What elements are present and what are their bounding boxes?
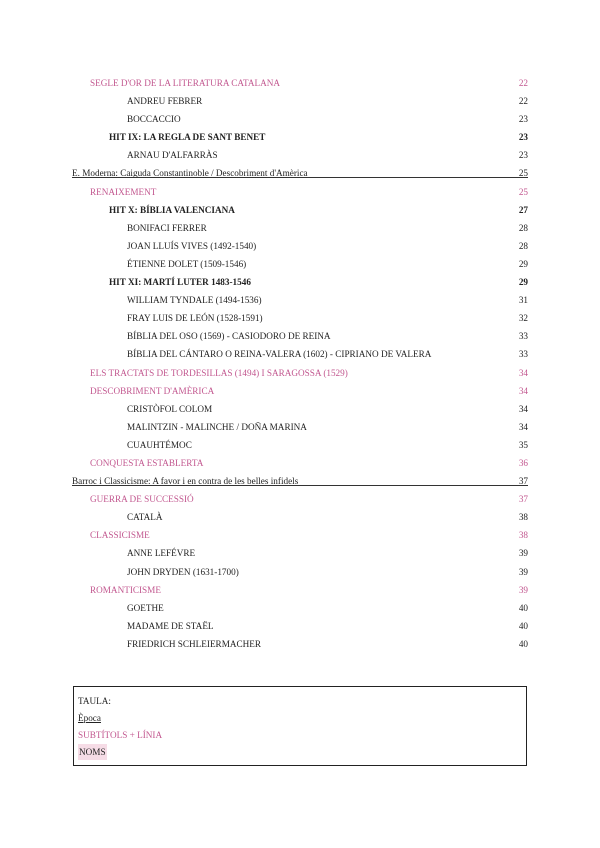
- toc-entry-label: HIT IX: LA REGLA DE SANT BENET: [109, 132, 266, 143]
- legend-epoch: Època: [78, 713, 101, 723]
- toc-entry-page: 39: [518, 548, 528, 559]
- toc-entry-page: 39: [518, 566, 528, 577]
- toc-subtitle-row[interactable]: [72, 382, 528, 400]
- toc-name-row[interactable]: [72, 309, 528, 327]
- toc-subtitle-row[interactable]: [72, 454, 528, 472]
- toc-entry-label: Barroc i Classicisme: A favor i en contra de les belles infidels: [72, 476, 299, 487]
- toc-entry-page: 32: [518, 313, 528, 324]
- toc-hit-row[interactable]: [72, 273, 528, 291]
- toc-name-row[interactable]: [72, 291, 528, 309]
- toc-name-row[interactable]: [72, 146, 528, 164]
- toc-hit-row[interactable]: [72, 128, 528, 146]
- toc-entry-page: 39: [518, 584, 528, 595]
- toc-entry-page: 37: [518, 476, 528, 487]
- toc-entry-page: 40: [518, 620, 528, 631]
- toc-entry-label: ARNAU D'ALFARRÀS: [127, 150, 218, 161]
- toc-entry-label: ELS TRACTATS DE TORDESILLAS (1494) I SARAGOSSA (1529): [90, 367, 348, 378]
- toc-entry-label: FRAY LUIS DE LEÓN (1528-1591): [127, 313, 263, 324]
- toc-subtitle-row[interactable]: [72, 74, 528, 92]
- toc-name-row[interactable]: [72, 400, 528, 418]
- toc-name-row[interactable]: [72, 617, 528, 635]
- toc-entry-page: 35: [518, 439, 528, 450]
- toc-entry-label: HIT X: BÍBLIA VALENCIANA: [109, 204, 235, 215]
- toc-entry-page: 36: [518, 457, 528, 468]
- toc-entry-page: 23: [518, 132, 528, 143]
- toc-entry-page: 40: [518, 602, 528, 613]
- toc-name-row[interactable]: [72, 436, 528, 454]
- toc-entry-page: 34: [518, 403, 528, 414]
- legend-subtitles: SUBTÍTOLS + LÍNIA: [78, 730, 163, 740]
- toc-epoch-row[interactable]: [72, 164, 528, 182]
- toc-entry-page: 38: [518, 512, 528, 523]
- toc-entry-label: E. Moderna: Caiguda Constantinoble / Descobriment d'Amèrica: [72, 168, 308, 179]
- toc-entry-page: 27: [518, 204, 528, 215]
- table-of-contents: [72, 74, 528, 653]
- toc-subtitle-row[interactable]: [72, 364, 528, 382]
- toc-entry-label: MADAME DE STAËL: [127, 620, 214, 631]
- toc-entry-label: BÍBLIA DEL OSO (1569) - CASIODORO DE REINA: [127, 331, 331, 342]
- toc-entry-label: MALINTZIN - MALINCHE / DOÑA MARINA: [127, 421, 307, 432]
- toc-entry-label: GUERRA DE SUCCESSIÓ: [90, 494, 194, 505]
- toc-entry-label: CUAUHTÉMOC: [127, 439, 192, 450]
- legend-names: NOMS: [78, 744, 107, 760]
- toc-entry-label: ANDREU FEBRER: [127, 96, 203, 107]
- legend-title: TAULA:: [78, 696, 111, 706]
- toc-entry-label: BOCCACCIO: [127, 114, 181, 125]
- toc-entry-page: 28: [518, 240, 528, 251]
- toc-name-row[interactable]: [72, 327, 528, 345]
- toc-entry-page: 31: [518, 295, 528, 306]
- toc-entry-page: 37: [518, 494, 528, 505]
- toc-entry-label: FRIEDRICH SCHLEIERMACHER: [127, 638, 261, 649]
- toc-name-row[interactable]: [72, 418, 528, 436]
- toc-entry-label: BONIFACI FERRER: [127, 222, 207, 233]
- toc-entry-label: HIT XI: MARTÍ LUTER 1483-1546: [109, 277, 251, 288]
- toc-name-row[interactable]: [72, 544, 528, 562]
- toc-entry-label: ROMANTICISME: [90, 584, 161, 595]
- toc-entry-label: BÍBLIA DEL CÁNTARO O REINA-VALERA (1602) - CIPRIANO DE VALERA: [127, 349, 432, 360]
- toc-entry-label: DESCOBRIMENT D'AMÈRICA: [90, 385, 215, 396]
- toc-subtitle-row[interactable]: [72, 490, 528, 508]
- toc-entry-page: 34: [518, 385, 528, 396]
- toc-entry-page: 22: [518, 78, 528, 88]
- toc-entry-page: 29: [518, 277, 528, 288]
- toc-name-row[interactable]: [72, 345, 528, 363]
- toc-epoch-row[interactable]: [72, 472, 528, 490]
- toc-name-row[interactable]: [72, 255, 528, 273]
- epoch-underline: [72, 177, 528, 178]
- toc-entry-label: ANNE LEFÉVRE: [127, 548, 196, 559]
- toc-entry-page: 34: [518, 421, 528, 432]
- legend-box: [73, 686, 527, 766]
- toc-subtitle-row[interactable]: [72, 183, 528, 201]
- toc-name-row[interactable]: [72, 92, 528, 110]
- toc-hit-row[interactable]: [72, 201, 528, 219]
- toc-entry-page: 29: [518, 258, 528, 269]
- epoch-underline: [72, 485, 528, 486]
- toc-entry-label: SEGLE D'OR DE LA LITERATURA CATALANA: [90, 78, 281, 88]
- toc-entry-label: CLASSICISME: [90, 530, 150, 541]
- toc-entry-page: 22: [518, 96, 528, 107]
- toc-entry-label: WILLIAM TYNDALE (1494-1536): [127, 295, 262, 306]
- toc-entry-label: JOHN DRYDEN (1631-1700): [127, 566, 239, 577]
- toc-entry-label: ÉTIENNE DOLET (1509-1546): [127, 258, 247, 269]
- toc-entry-label: RENAIXEMENT: [90, 186, 157, 197]
- toc-name-row[interactable]: [72, 599, 528, 617]
- toc-entry-label: JOAN LLUÍS VIVES (1492-1540): [127, 240, 257, 251]
- toc-entry-page: 23: [518, 150, 528, 161]
- toc-name-row[interactable]: [72, 563, 528, 581]
- toc-name-row[interactable]: [72, 508, 528, 526]
- toc-entry-page: 28: [518, 222, 528, 233]
- toc-name-row[interactable]: [72, 110, 528, 128]
- toc-name-row[interactable]: [72, 635, 528, 653]
- toc-entry-page: 23: [518, 114, 528, 125]
- toc-entry-page: 25: [518, 168, 528, 179]
- toc-subtitle-row[interactable]: [72, 581, 528, 599]
- toc-entry-page: 33: [518, 349, 528, 360]
- toc-entry-label: CATALÀ: [127, 512, 163, 523]
- toc-entry-page: 33: [518, 331, 528, 342]
- toc-subtitle-row[interactable]: [72, 526, 528, 544]
- toc-entry-page: 34: [518, 367, 528, 378]
- toc-name-row[interactable]: [72, 219, 528, 237]
- toc-entry-page: 25: [518, 186, 528, 197]
- toc-entry-label: GOETHE: [127, 602, 164, 613]
- toc-name-row[interactable]: [72, 237, 528, 255]
- toc-entry-label: CRISTÒFOL COLOM: [127, 403, 213, 414]
- toc-entry-page: 38: [518, 530, 528, 541]
- toc-entry-page: 40: [518, 638, 528, 649]
- toc-entry-label: CONQUESTA ESTABLERTA: [90, 457, 204, 468]
